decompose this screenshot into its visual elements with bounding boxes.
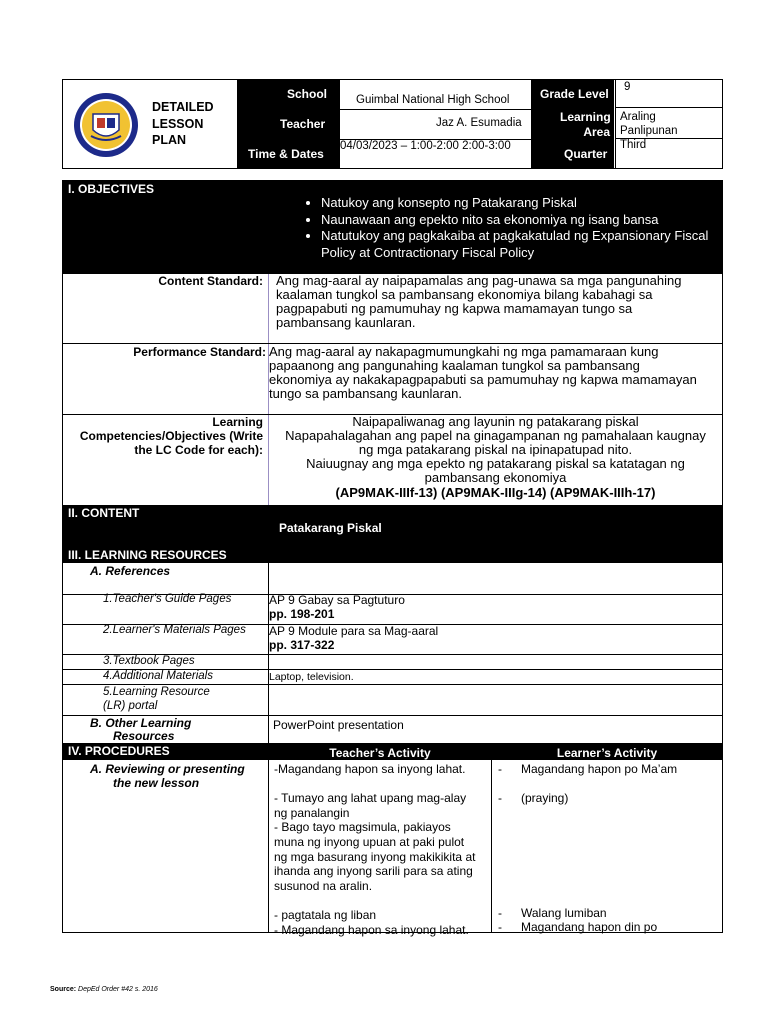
learner-item: (praying)	[521, 791, 569, 805]
learners-materials-value: AP 9 Module para sa Mag-aaral pp. 317-322	[269, 624, 439, 652]
document-title: DETAILED LESSON PLAN	[152, 100, 214, 147]
teacher-value: Jaz A. Esumadia	[436, 117, 522, 129]
procedures-heading: IV. PROCEDURES	[68, 744, 170, 758]
resources-heading: III. LEARNING RESOURCES	[68, 548, 227, 562]
teacher-activity-header: Teacher’s Activity	[329, 746, 431, 760]
quarter-value: Third	[620, 139, 647, 151]
learner-dash: -	[498, 791, 502, 805]
additional-materials-label: 4.Additional Materials	[103, 670, 213, 682]
other-resources-label: B. Other Learning Resources	[90, 716, 192, 743]
source-note: Source: DepEd Order #42 s. 2016	[50, 986, 158, 993]
learning-area-label: Learning Area	[560, 110, 611, 139]
content-standard-text: Ang mag-aaral ay naipapamalas ang pag-unawa sa mga pangunahing kaalaman tungkol sa pambansang ekonomiya bilang kabahagi sa pagpapabuti ng pamumuhay ng kapwa mamamayan tungo sa pambansang kaunlaran.	[276, 273, 682, 330]
additional-materials-value: Laptop, television.	[269, 671, 354, 683]
grade-level-label: Grade Level	[540, 87, 609, 101]
time-dates-value: 04/03/2023 – 1:00-2:00 2:00-3:00	[340, 140, 511, 152]
content-heading: II. CONTENT	[68, 506, 140, 520]
learner-activity-header: Learner’s Activity	[556, 746, 658, 760]
teacher-activity-text: -Magandang hapon sa inyong lahat. - Tumayo ang lahat upang mag-alay ng panalangin - Bago tayo magsimula, pakiayos muna ng inyong upuan at paki pulot ng mga basurang inyong makikikita at ihanda ang inyong sarili para sa ating susunod na aralin. - pagtatala ng liban - Magandang hapon sa inyong lahat.	[274, 762, 476, 937]
learners-materials-label: 2.Learner's Materials Pages	[103, 624, 246, 636]
performance-standard-text: Ang mag-aaral ay nakapagmumungkahi ng mga pamamaraan kung papaanong ang pangunahing kaalaman tungkol sa pambansang ekonomiya ay nakakapagpapabuti sa pamumuhay ng kapwa mamamayan tungo sa pambansang kaunlaran.	[269, 344, 697, 401]
grade-level-value: 9	[624, 81, 631, 93]
competencies-label: Learning Competencies/Objectives (Write the LC Code for each):	[79, 415, 263, 457]
textbook-pages-label: 3.Textbook Pages	[103, 655, 195, 667]
lr-portal-label: 5.Learning Resource (LR) portal	[103, 686, 210, 712]
school-value: Guimbal National High School	[356, 94, 510, 106]
objectives-heading: I. OBJECTIVES	[68, 182, 155, 196]
learner-dash: -	[498, 762, 502, 776]
objective-item: • Naunawaan ang epekto nito sa ekonomiya ng isang bansa	[321, 212, 713, 229]
objective-item: • Natutukoy ang pagkakaiba at pagkakatulad ng Expansionary Fiscal Policy at Contractionary Fiscal Policy	[321, 228, 713, 261]
deped-seal-icon	[73, 92, 139, 158]
learner-dash: -	[498, 920, 502, 934]
header-table	[62, 79, 723, 169]
learner-item: Walang lumiban	[521, 906, 607, 920]
other-resources-value: PowerPoint presentation	[273, 718, 404, 732]
teachers-guide-label: 1.Teacher's Guide Pages	[103, 593, 232, 605]
learner-item: Magandang hapon din po	[521, 920, 658, 934]
learner-item: Magandang hapon po Ma’am	[521, 762, 678, 776]
quarter-label: Quarter	[564, 147, 608, 161]
competencies-text: Naipapaliwanag ang layunin ng patakarang piskal Napapahalagahan ang papel na ginagampanan ng pamahalaan kaugnay ng mga patakarang piskal na ipinapatupad nito. Naiuugnay ang mga epekto ng patakarang piskal sa katatagan ng pambansang ekonomiya (AP9MAK-IIIf-13) (AP9MAK-IIIg-14) (AP9MAK-IIIh-17)	[269, 415, 722, 500]
content-standard-label: Content Standard:	[158, 274, 263, 288]
teachers-guide-value: AP 9 Gabay sa Pagtuturo pp. 198-201	[269, 593, 405, 621]
school-label: School	[287, 87, 328, 101]
teacher-label: Teacher	[280, 117, 326, 131]
references-label: A. References	[90, 564, 171, 578]
objective-item: • Natukoy ang konsepto ng Patakarang Piskal	[321, 195, 713, 212]
lesson-plan-table	[62, 180, 723, 937]
content-value: Patakarang Piskal	[279, 521, 382, 535]
performance-standard-label: Performance Standard:	[133, 345, 266, 359]
learner-dash: -	[498, 906, 502, 920]
time-dates-label: Time & Dates	[248, 147, 324, 161]
learning-area-value: Araling Panlipunan	[620, 111, 678, 137]
objectives-list	[273, 195, 713, 261]
lc-codes: (AP9MAK-IIIf-13) (AP9MAK-IIIg-14) (AP9MAK-IIIh-17)	[335, 485, 656, 500]
step-a-label: A. Reviewing or presenting the new lesson	[90, 762, 245, 790]
